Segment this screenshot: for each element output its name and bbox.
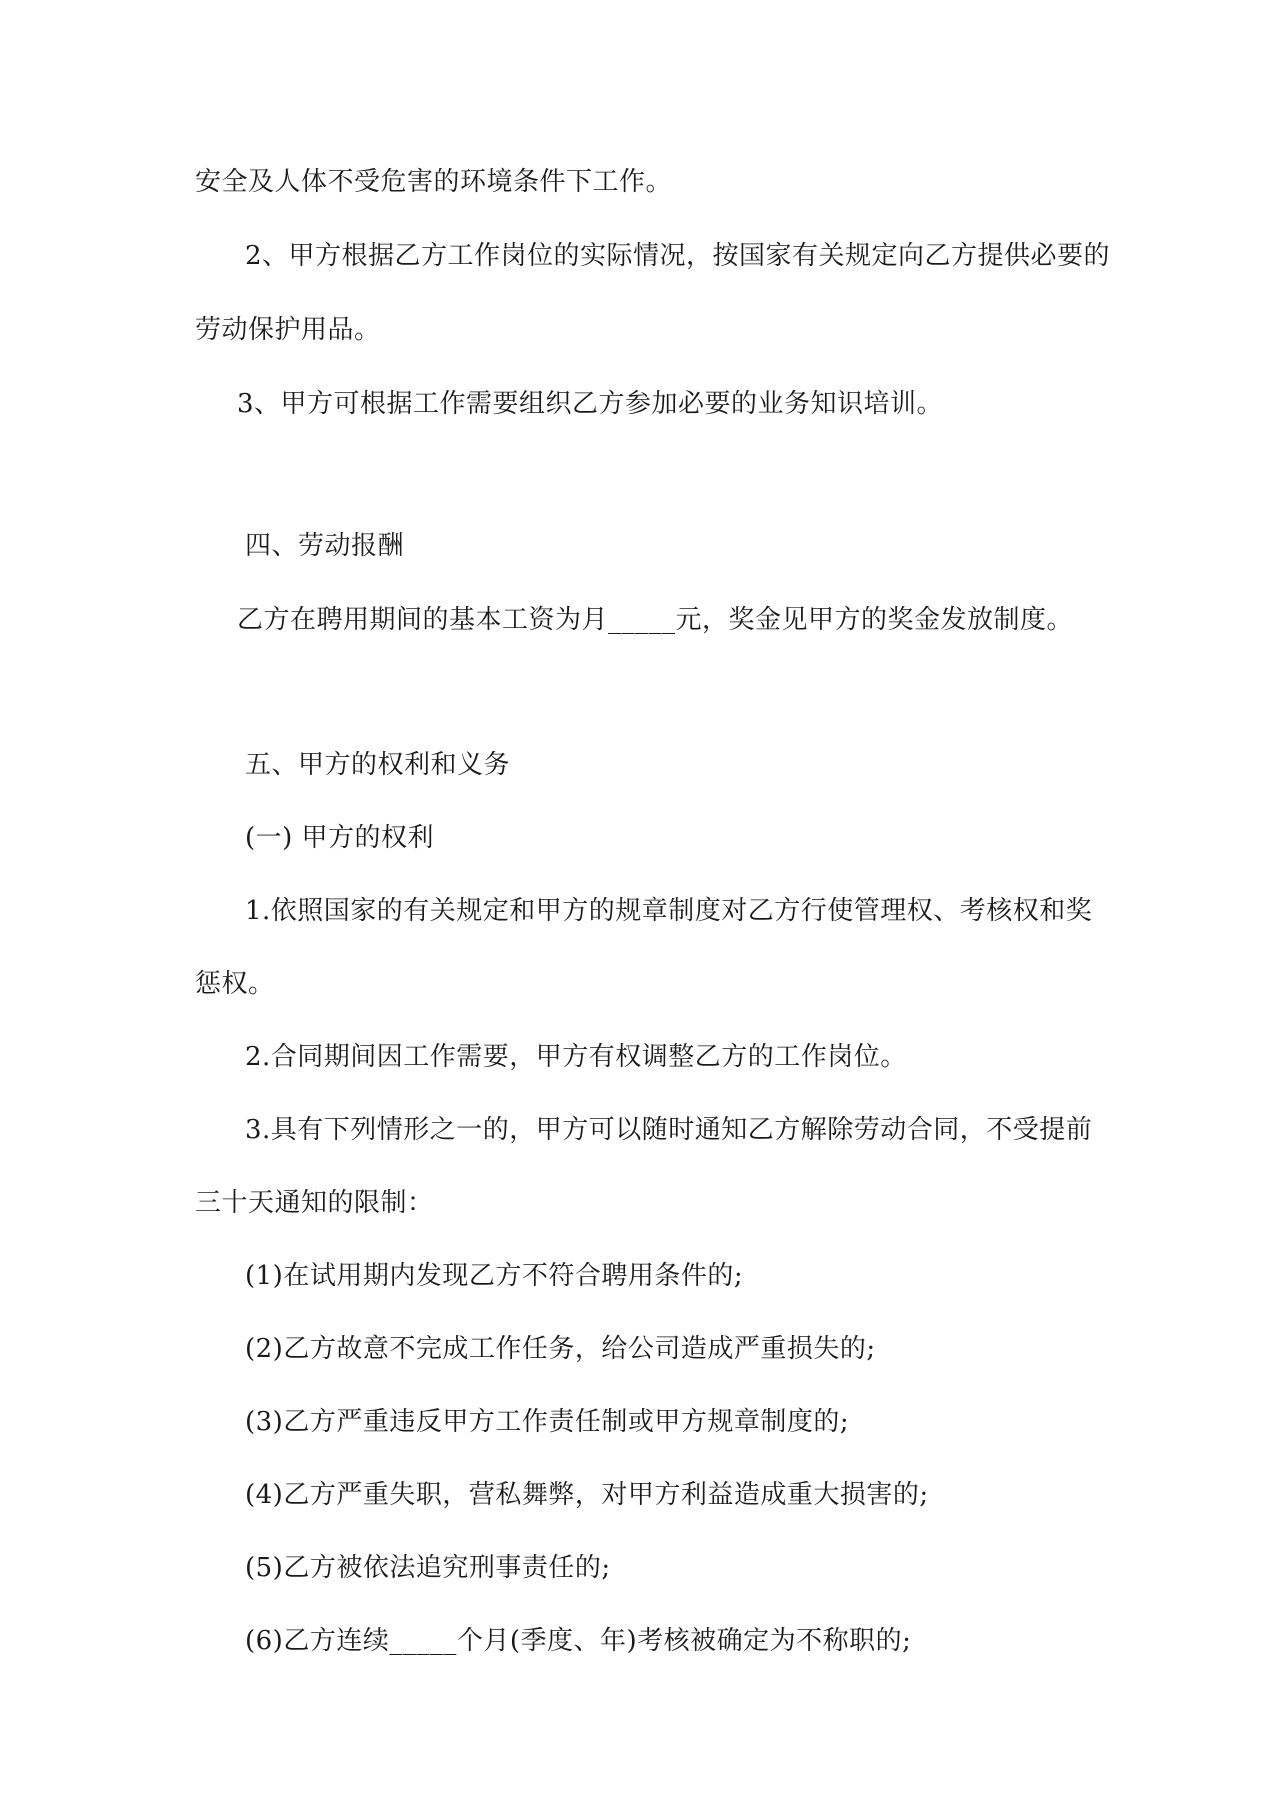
list-item: (2)乙方故意不完成工作任务，给公司造成严重损失的; — [245, 1334, 876, 1364]
text-line: 3、甲方可根据工作需要组织乙方参加必要的业务知识培训。 — [237, 389, 944, 419]
list-item: (6)乙方连续_____个月(季度、年)考核被确定为不称职的; — [245, 1626, 912, 1656]
text-line: 3.具有下列情形之一的，甲方可以随时通知乙方解除劳动合同，不受提前 — [245, 1115, 1093, 1145]
list-item: (1)在试用期内发现乙方不符合聘用条件的; — [245, 1261, 744, 1291]
text-line: 2、甲方根据乙方工作岗位的实际情况，按国家有关规定向乙方提供必要的 — [245, 241, 1111, 271]
text-line: 三十天通知的限制： — [195, 1188, 434, 1218]
text-line: 惩权。 — [195, 969, 275, 999]
list-item: (5)乙方被依法追究刑事责任的; — [245, 1553, 611, 1583]
text-line: 安全及人体不受危害的环境条件下工作。 — [195, 167, 673, 197]
list-item: (4)乙方严重失职，营私舞弊，对甲方利益造成重大损害的; — [245, 1480, 929, 1510]
text-line: 乙方在聘用期间的基本工资为月_____元，奖金见甲方的奖金发放制度。 — [237, 605, 1074, 635]
list-item: (3)乙方严重违反甲方工作责任制或甲方规章制度的; — [245, 1407, 850, 1437]
section-heading: 四、劳动报酬 — [245, 531, 405, 561]
text-line: 2.合同期间因工作需要，甲方有权调整乙方的工作岗位。 — [245, 1042, 907, 1072]
text-line: 1.依照国家的有关规定和甲方的规章制度对乙方行使管理权、考核权和奖 — [245, 896, 1093, 926]
text-line: 劳动保护用品。 — [195, 315, 381, 345]
subsection-heading: (一) 甲方的权利 — [245, 823, 435, 853]
section-heading: 五、甲方的权利和义务 — [245, 750, 511, 780]
